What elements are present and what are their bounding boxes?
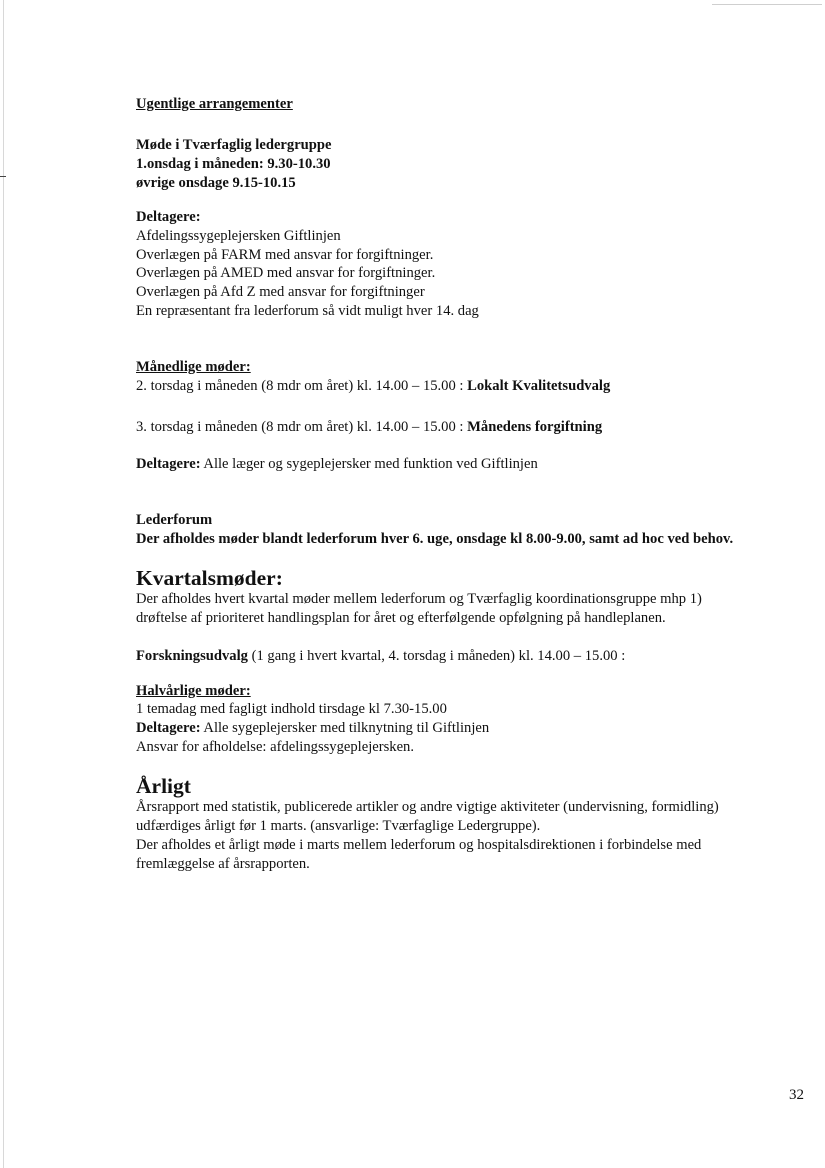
monthly-heading: Månedlige møder:	[136, 359, 251, 375]
monthly-participants	[136, 455, 538, 474]
monthly-line-quality	[136, 377, 610, 396]
page-number: 32	[789, 1087, 804, 1103]
yearly-line: Årsrapport med statistik, publicerede artikler og andre vigtige aktiviteter (undervisning, formidling)	[136, 799, 719, 815]
weekly-heading: Ugentlige arrangementer	[136, 96, 293, 112]
weekly-participant: Overlægen på AMED med ansvar for forgiftninger.	[136, 265, 436, 281]
lederforum-text: Der afholdes møder blandt lederforum hver 6. uge, onsdage kl 8.00-9.00, samt ad hoc ved behov.	[136, 531, 734, 547]
monthly-line2-text: 3. torsdag i måneden (8 mdr om året) kl. 14.00 – 15.00 :	[136, 419, 468, 435]
halfyear-line: Ansvar for afholdelse: afdelingssygeplejersken.	[136, 739, 415, 755]
research-committee	[136, 647, 625, 666]
weekly-other-wednesdays: øvrige onsdage 9.15-10.15	[136, 175, 296, 191]
monthly-line-poisoning	[136, 418, 602, 437]
monthly-line1-text: 2. torsdag i måneden (8 mdr om året) kl. 14.00 – 15.00 :	[136, 378, 468, 394]
weekly-meeting-title: Møde i Tværfaglig ledergruppe	[136, 137, 332, 153]
research-committee-label: Forskningsudvalg	[136, 648, 248, 664]
weekly-participant: Afdelingssygeplejersken Giftlinjen	[136, 228, 341, 244]
yearly-heading: Årligt	[136, 774, 191, 798]
weekly-participant: Overlægen på Afd Z med ansvar for forgiftninger	[136, 284, 425, 300]
scan-edge-top	[712, 4, 822, 5]
lederforum-title: Lederforum	[136, 512, 213, 528]
halfyear-participants-label: Deltagere:	[136, 720, 201, 736]
weekly-participant: Overlægen på FARM med ansvar for forgiftninger.	[136, 247, 434, 263]
quarterly-line: Der afholdes hvert kvartal møder mellem lederforum og Tværfaglig koordinationsgruppe mhp 1)	[136, 591, 702, 607]
monthly-participants-label: Deltagere:	[136, 456, 201, 472]
yearly-line: Der afholdes et årligt møde i marts mellem lederforum og hospitalsdirektionen i forbindelse med	[136, 837, 702, 853]
yearly-line: udfærdiges årligt før 1 marts. (ansvarlige: Tværfaglige Ledergruppe).	[136, 818, 541, 834]
halfyear-line: 1 temadag med fagligt indhold tirsdage kl 7.30-15.00	[136, 701, 447, 717]
weekly-participant: En repræsentant fra lederforum så vidt muligt hver 14. dag	[136, 303, 479, 319]
scan-mark	[0, 176, 6, 177]
quarterly-line: drøftelse af prioriteret handlingsplan for året og efterfølgende opfølgning på handleplanen.	[136, 610, 666, 626]
monthly-line1-bold: Lokalt Kvalitetsudvalg	[467, 378, 611, 394]
halfyear-participants-text: Alle sygeplejersker med tilknytning til Giftlinjen	[200, 720, 490, 736]
halfyear-participants	[136, 719, 489, 738]
research-committee-text: (1 gang i hvert kvartal, 4. torsdag i måneden) kl. 14.00 – 15.00 :	[247, 648, 626, 664]
yearly-line: fremlæggelse af årsrapporten.	[136, 856, 310, 872]
weekly-first-wednesday: 1.onsdag i måneden: 9.30-10.30	[136, 156, 331, 172]
monthly-line2-bold: Månedens forgiftning	[467, 419, 603, 435]
monthly-participants-text: Alle læger og sygeplejersker med funktion ved Giftlinjen	[200, 456, 538, 472]
halfyear-heading: Halvårlige møder:	[136, 683, 251, 699]
quarterly-heading: Kvartalsmøder:	[136, 566, 283, 590]
weekly-participants-label: Deltagere:	[136, 209, 201, 225]
